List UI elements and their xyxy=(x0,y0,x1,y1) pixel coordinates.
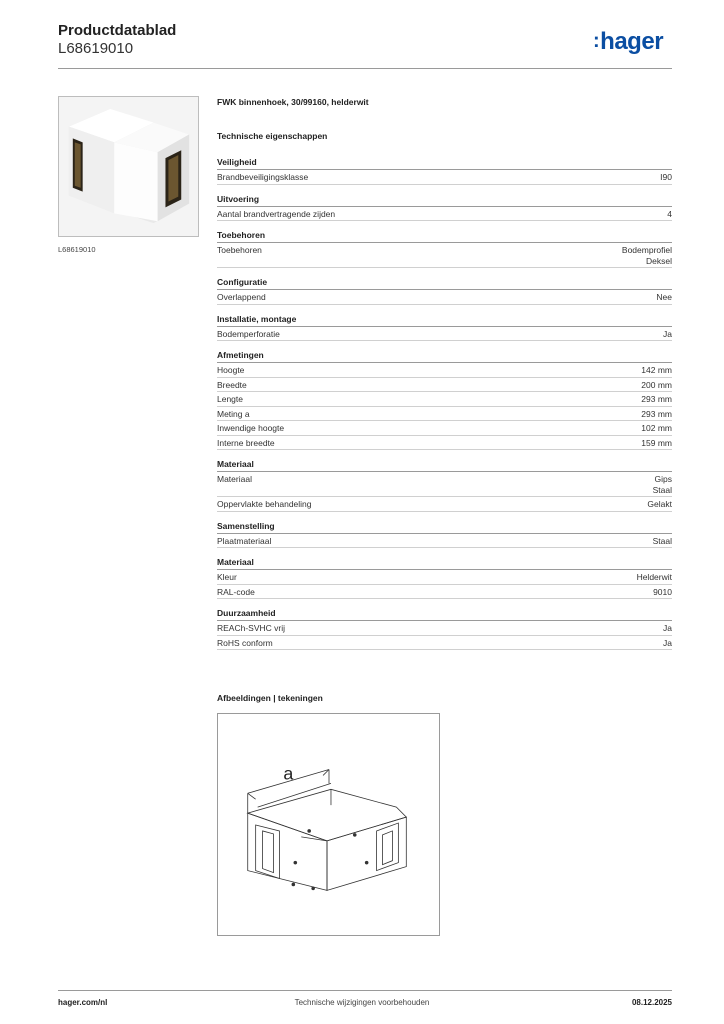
spec-value xyxy=(641,365,672,376)
spec-section-title: Installatie, montage xyxy=(217,314,672,327)
hager-logo xyxy=(593,28,663,56)
footer-disclaimer: Technische wijzigingen voorbehouden xyxy=(294,998,430,1007)
spec-label: Overlappend xyxy=(217,292,266,302)
spec-section xyxy=(217,608,672,650)
spec-value-line: 200 mm xyxy=(641,379,672,390)
spec-value xyxy=(663,329,672,340)
spec-value xyxy=(641,423,672,434)
spec-section xyxy=(217,521,672,549)
spec-label: Materiaal xyxy=(217,474,252,484)
spec-section xyxy=(217,557,672,599)
product-name: FWK binnenhoek, 30/99160, helderwit xyxy=(217,97,369,107)
spec-label: Kleur xyxy=(217,572,237,582)
spec-value xyxy=(663,623,672,634)
spec-value xyxy=(622,245,672,266)
spec-value xyxy=(647,499,672,510)
spec-section-title: Configuratie xyxy=(217,277,672,290)
spec-section-title: Afmetingen xyxy=(217,350,672,363)
spec-row xyxy=(217,621,672,636)
spec-section-title: Veiligheid xyxy=(217,157,672,170)
spec-value-line: 159 mm xyxy=(641,437,672,448)
spec-section-title: Toebehoren xyxy=(217,230,672,243)
spec-label: RAL-code xyxy=(217,586,255,597)
logo-text: hager xyxy=(600,28,664,55)
spec-section xyxy=(217,194,672,222)
spec-label: Inwendige hoogte xyxy=(217,423,285,433)
spec-section-title: Uitvoering xyxy=(217,194,672,207)
spec-value-line: 293 mm xyxy=(641,408,672,419)
spec-section-title: Samenstelling xyxy=(217,521,672,534)
product-photo-illustration xyxy=(59,97,198,236)
spec-label: Lengte xyxy=(217,394,243,404)
spec-label: Breedte xyxy=(217,379,247,390)
spec-value xyxy=(653,474,672,495)
spec-section xyxy=(217,230,672,268)
spec-value xyxy=(641,380,672,391)
spec-value-line: 102 mm xyxy=(641,423,672,433)
spec-value xyxy=(637,572,672,583)
spec-row xyxy=(217,636,672,651)
dimension-a-label: a xyxy=(283,763,294,784)
spec-row xyxy=(217,170,672,185)
spec-row xyxy=(217,392,672,407)
spec-value xyxy=(663,638,672,649)
spec-section-title: Materiaal xyxy=(217,459,672,472)
spec-value xyxy=(641,438,672,449)
spec-value xyxy=(641,394,672,405)
product-photo-caption: L68619010 xyxy=(58,245,96,254)
spec-value-line: I90 xyxy=(660,172,672,182)
technical-drawing xyxy=(217,713,440,936)
spec-label: REACh-SVHC vrij xyxy=(217,623,286,633)
spec-label: Hoogte xyxy=(217,365,245,375)
product-photo xyxy=(58,96,199,237)
spec-section xyxy=(217,277,672,305)
spec-section-title: Materiaal xyxy=(217,557,672,570)
spec-value-line: Deksel xyxy=(646,255,672,266)
spec-value-line: Staal xyxy=(652,535,672,546)
spec-label: Plaatmateriaal xyxy=(217,535,272,546)
header-divider xyxy=(58,68,672,69)
spec-row xyxy=(217,290,672,305)
spec-row xyxy=(217,363,672,378)
spec-value-line: 142 mm xyxy=(641,365,672,375)
spec-value xyxy=(667,209,672,220)
logo-dots: : xyxy=(593,30,600,52)
spec-section xyxy=(217,459,672,512)
spec-value-line: Gips xyxy=(654,474,672,484)
spec-label: RoHS conform xyxy=(217,637,273,648)
spec-value-line: Helderwit xyxy=(636,572,672,582)
spec-value-line: 293 mm xyxy=(641,394,672,404)
footer-website: hager.com/nl xyxy=(58,998,108,1007)
spec-row xyxy=(217,421,672,436)
spec-value-line: 9010 xyxy=(653,586,672,597)
spec-row xyxy=(217,497,672,512)
spec-value xyxy=(653,587,672,598)
spec-value-line: Ja xyxy=(663,328,672,339)
spec-value xyxy=(656,292,672,303)
spec-row xyxy=(217,472,672,497)
document-product-code: L68619010 xyxy=(58,40,134,57)
spec-value xyxy=(660,172,672,183)
spec-section xyxy=(217,157,672,185)
spec-row xyxy=(217,585,672,600)
spec-row xyxy=(217,243,672,268)
technical-properties-heading: Technische eigenschappen xyxy=(217,131,328,141)
spec-value-line: Ja xyxy=(663,623,672,633)
corner-duct-drawing xyxy=(218,714,439,935)
spec-value xyxy=(653,536,672,547)
spec-row xyxy=(217,378,672,393)
spec-label: Interne breedte xyxy=(217,437,275,448)
spec-row xyxy=(217,570,672,585)
footer-date: 08.12.2025 xyxy=(631,998,672,1007)
footer-divider xyxy=(58,990,672,991)
spec-value-line: Bodemprofiel xyxy=(621,245,672,255)
spec-label: Brandbeveiligingsklasse xyxy=(217,172,309,182)
spec-row xyxy=(217,534,672,549)
drawings-heading: Afbeeldingen | tekeningen xyxy=(217,693,323,703)
spec-label: Aantal brandvertragende zijden xyxy=(217,208,336,219)
spec-label: Toebehoren xyxy=(217,245,262,255)
spec-row xyxy=(217,327,672,342)
spec-row xyxy=(217,207,672,222)
spec-value-line: Staal xyxy=(652,484,672,495)
spec-label: Meting a xyxy=(217,408,250,419)
spec-section-title: Duurzaamheid xyxy=(217,608,672,621)
spec-value-line: Ja xyxy=(663,637,672,648)
spec-row xyxy=(217,407,672,422)
technical-properties-list xyxy=(217,157,672,659)
spec-label: Oppervlakte behandeling xyxy=(217,499,312,509)
spec-section xyxy=(217,350,672,450)
spec-row xyxy=(217,436,672,451)
spec-value-line: Nee xyxy=(656,292,672,302)
spec-section xyxy=(217,314,672,342)
document-title: Productdatablad xyxy=(58,22,177,39)
spec-label: Bodemperforatie xyxy=(217,328,280,339)
spec-value-line: 4 xyxy=(667,208,672,219)
spec-value xyxy=(641,409,672,420)
spec-value-line: Gelakt xyxy=(647,499,672,509)
